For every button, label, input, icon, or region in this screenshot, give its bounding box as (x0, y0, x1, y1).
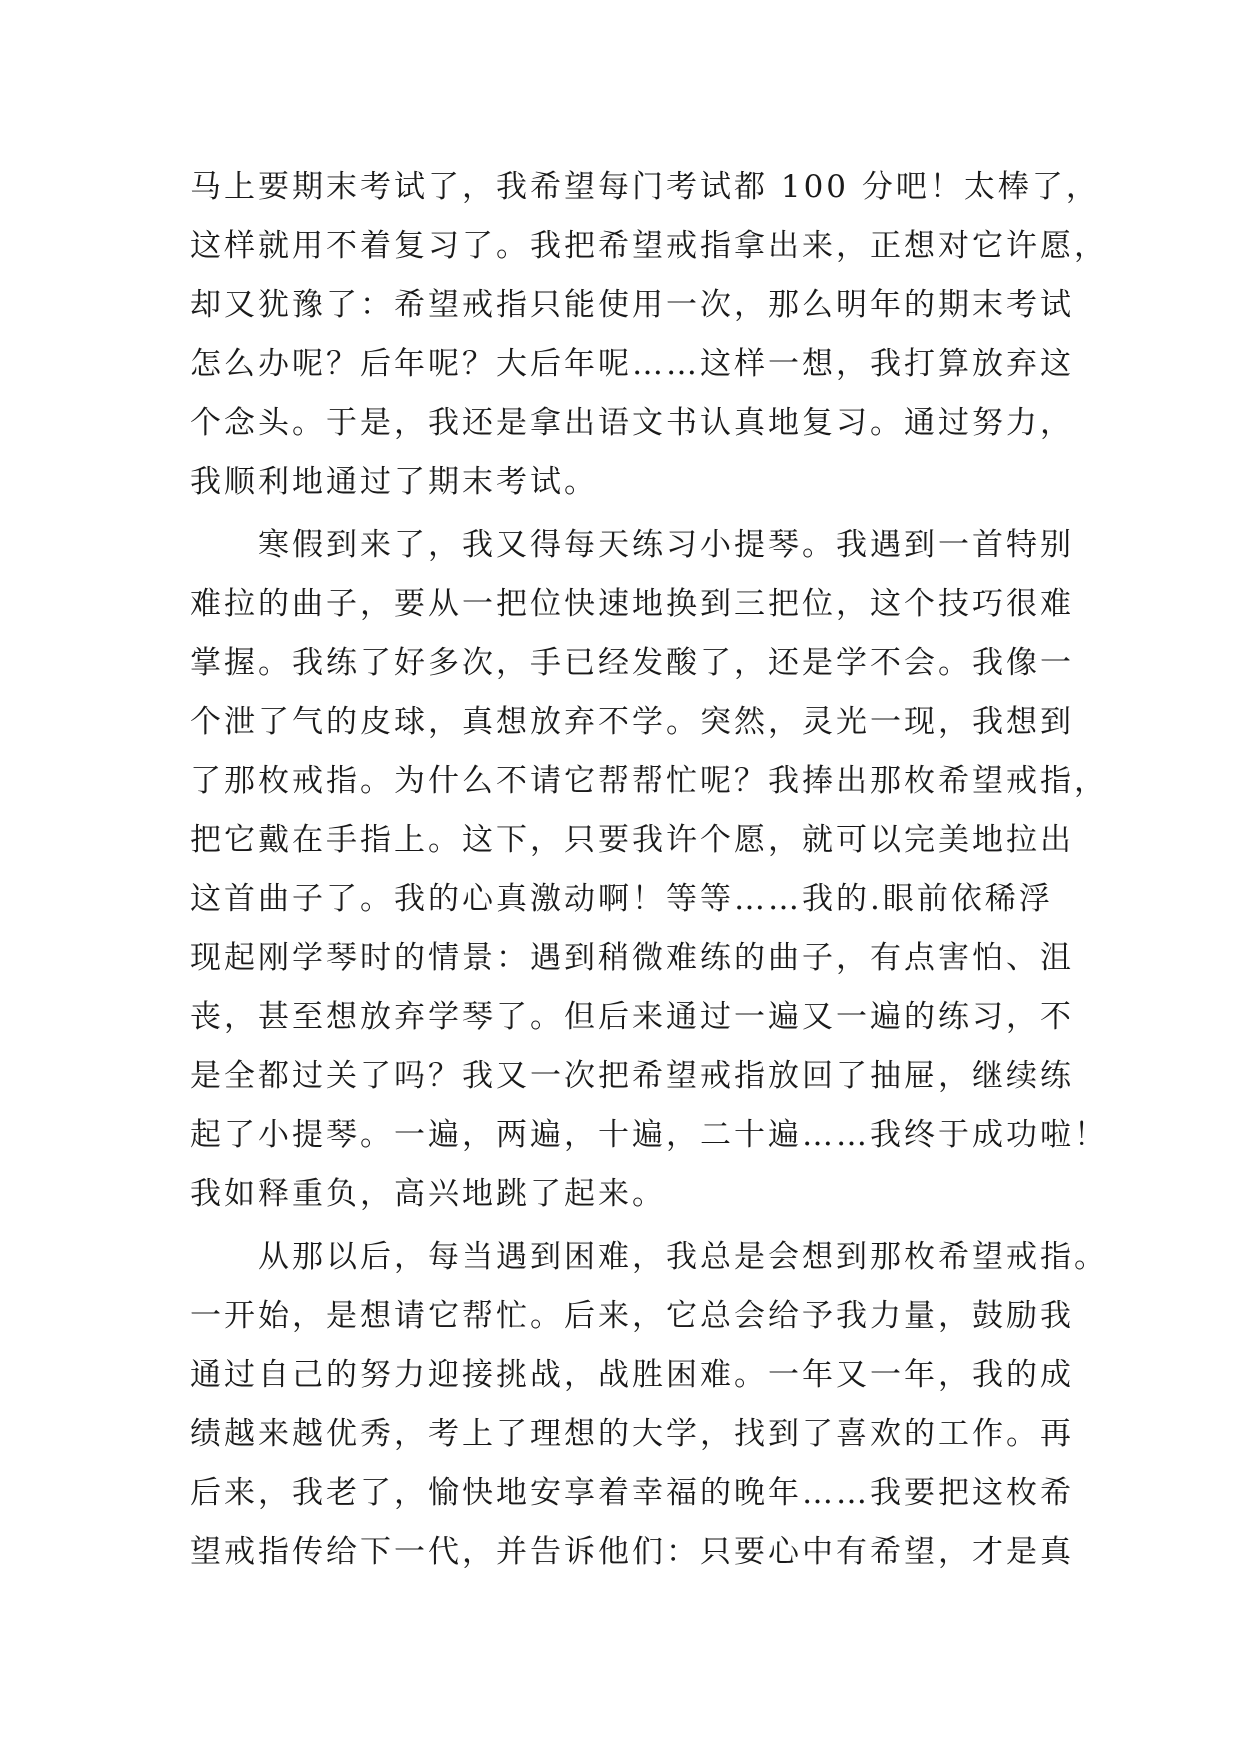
paragraph-3 (190, 1228, 1108, 1582)
text-line: 马上要期末考试了，我希望每门考试都 100 分吧！太棒了， (190, 169, 1100, 205)
text-line: 我顺利地通过了期末考试。 (190, 464, 598, 500)
text-line: 掌握。我练了好多次，手已经发酸了，还是学不会。我像一 (190, 645, 1074, 681)
paragraph-2 (190, 516, 1108, 1224)
text-line: 现起刚学琴时的情景：遇到稍微难练的曲子，有点害怕、沮 (190, 940, 1074, 976)
paragraph-1 (190, 158, 1108, 512)
body-text (190, 158, 1108, 1586)
text-line: 却又犹豫了：希望戒指只能使用一次，那么明年的期末考试 (190, 287, 1074, 323)
text-line: 个念头。于是，我还是拿出语文书认真地复习。通过努力， (190, 405, 1074, 441)
text-line: 是全都过关了吗？我又一次把希望戒指放回了抽屉，继续练 (190, 1058, 1074, 1094)
text-line: 一开始，是想请它帮忙。后来，它总会给予我力量，鼓励我 (190, 1298, 1074, 1334)
text-line: 寒假到来了，我又得每天练习小提琴。我遇到一首特别 (190, 527, 1074, 563)
text-line: 通过自己的努力迎接挑战，战胜困难。一年又一年，我的成 (190, 1357, 1074, 1393)
text-line: 我如释重负，高兴地跳了起来。 (190, 1176, 666, 1212)
text-line: 起了小提琴。一遍，两遍，十遍，二十遍……我终于成功啦！ (190, 1117, 1108, 1153)
text-line: 把它戴在手指上。这下，只要我许个愿，就可以完美地拉出 (190, 822, 1074, 858)
text-line: 怎么办呢？后年呢？大后年呢……这样一想，我打算放弃这 (190, 346, 1074, 382)
text-line: 后来，我老了，愉快地安享着幸福的晚年……我要把这枚希 (190, 1475, 1074, 1511)
text-line: 了那枚戒指。为什么不请它帮帮忙呢？我捧出那枚希望戒指， (190, 763, 1108, 799)
text-line: 这首曲子了。我的心真激动啊！等等……我的.眼前依稀浮 (190, 881, 1053, 917)
text-line: 这样就用不着复习了。我把希望戒指拿出来，正想对它许愿， (190, 228, 1108, 264)
text-line: 个泄了气的皮球，真想放弃不学。突然，灵光一现，我想到 (190, 704, 1074, 740)
text-line: 绩越来越优秀，考上了理想的大学，找到了喜欢的工作。再 (190, 1416, 1074, 1452)
text-line: 丧，甚至想放弃学琴了。但后来通过一遍又一遍的练习，不 (190, 999, 1074, 1035)
text-line: 望戒指传给下一代，并告诉他们：只要心中有希望，才是真 (190, 1534, 1074, 1570)
text-line: 从那以后，每当遇到困难，我总是会想到那枚希望戒指。 (190, 1239, 1108, 1275)
text-line: 难拉的曲子，要从一把位快速地换到三把位，这个技巧很难 (190, 586, 1074, 622)
